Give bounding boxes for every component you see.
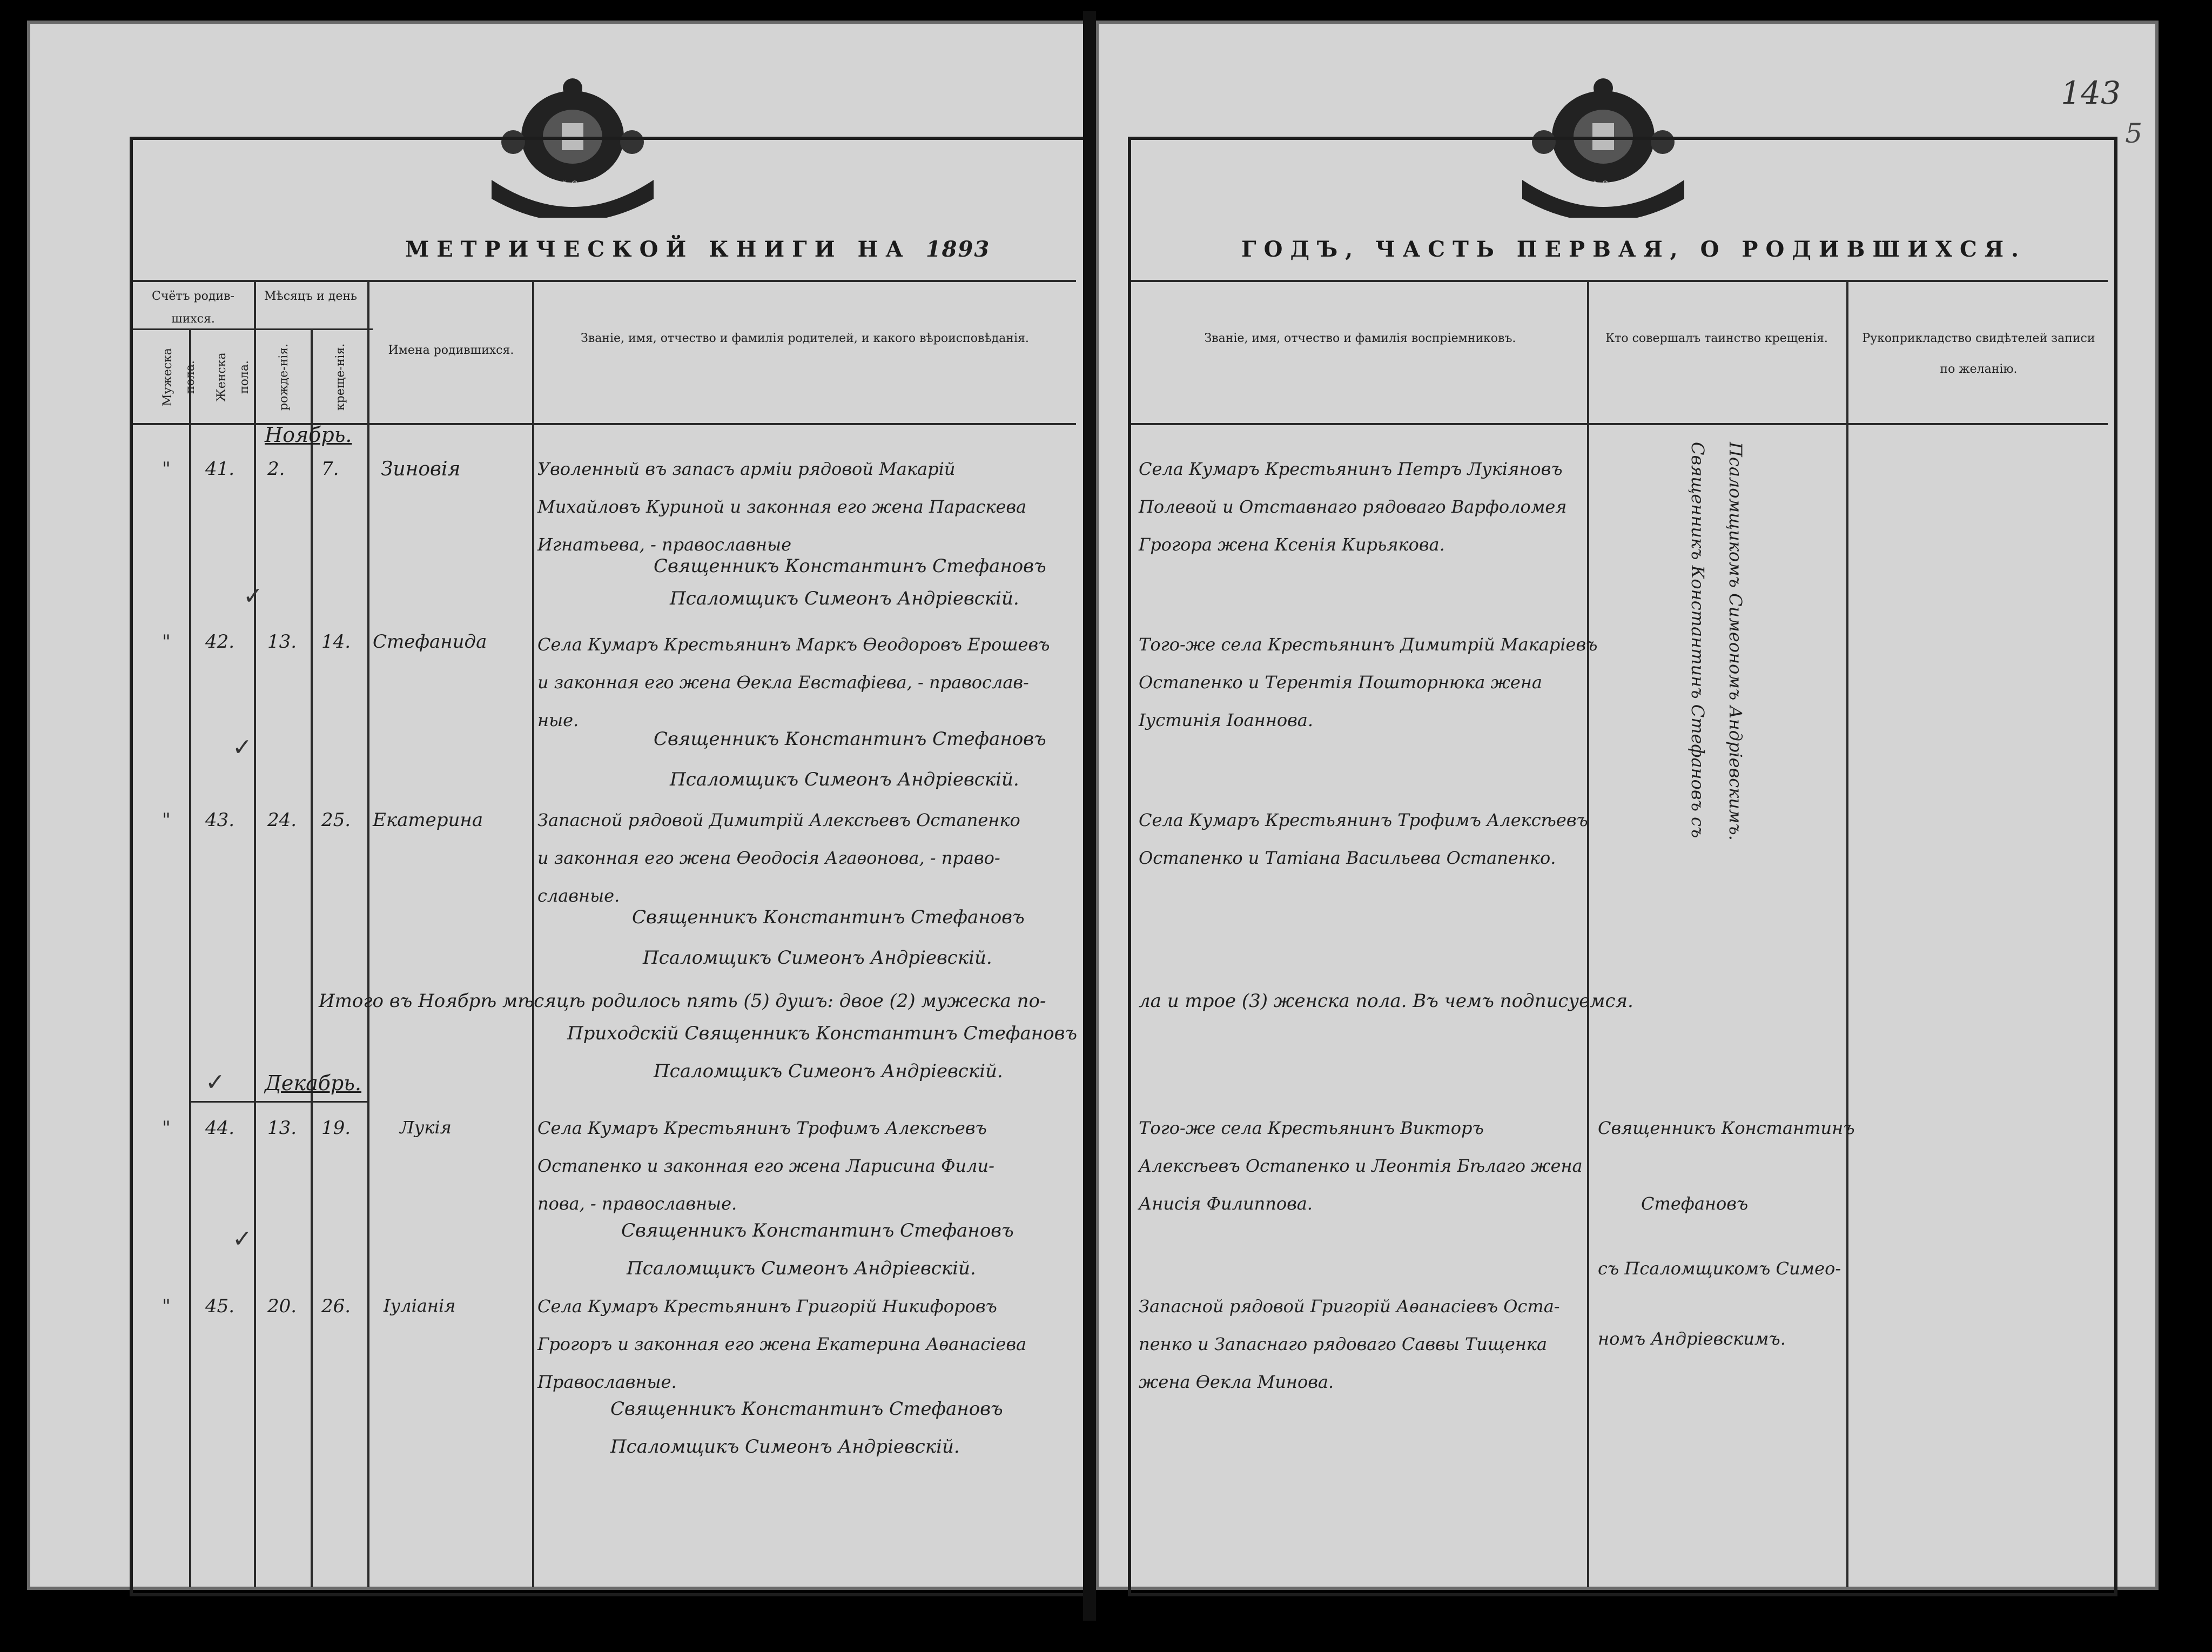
col-rule-right-1 — [1587, 280, 1589, 1587]
entry-2-born: 13. — [267, 631, 297, 653]
col-rule-5 — [532, 280, 534, 1587]
entry-5-priest: Священникъ Константинъ Стефановъ — [610, 1398, 1003, 1420]
col-rule-4 — [367, 280, 369, 1587]
entry-5-godparents-line-2: пенко и Запаснаго рядоваго Саввы Тищенка — [1139, 1334, 1548, 1354]
entry-4-female: 44. — [205, 1117, 235, 1139]
entry-5-baptized: 26. — [321, 1295, 351, 1317]
entry-1-clerk: Псаломщикъ Симеонъ Андріевскій. — [670, 588, 1019, 609]
entry-2-priest: Священникъ Константинъ Стефановъ — [654, 728, 1046, 750]
header-count: Счётъ родив-шихся. — [152, 290, 234, 326]
header-godparents: Званіе, имя, отчество и фамилія воспріемниковъ. — [1204, 332, 1516, 345]
table-top-rule — [133, 280, 1076, 282]
entry-3-born: 24. — [267, 809, 297, 831]
entry-1-parents-line-3: Игнатьева, - православные — [537, 534, 792, 555]
printer-seal-left: Московской Синодальной Типографии — [508, 180, 637, 197]
header-baptized: креще-нія. — [334, 343, 347, 411]
entry-2-clerk: Псаломщикъ Симеонъ Андріевскій. — [670, 769, 1019, 790]
table-top-rule-right — [1131, 280, 2108, 282]
header-who-baptized: Кто совершалъ таинство крещенія. — [1605, 332, 1828, 345]
entry-4-parents-line-1: Села Кумаръ Крестьянинъ Трофимъ Алексѣевъ — [537, 1118, 987, 1138]
entry-4-clerk: Псаломщикъ Симеонъ Андріевскій. — [627, 1258, 976, 1279]
entry-2-female: 42. — [205, 631, 235, 653]
title-year: 1893 — [925, 237, 991, 262]
entry-4-parents-line-3: пова, - православные. — [537, 1193, 737, 1214]
entry-2-godparents-line-1: Того-же села Крестьянинъ Димитрій Макаріевъ — [1139, 634, 1598, 655]
header-parents: Званіе, имя, отчество и фамилія родителей, и какого вѣроисповѣданія. — [581, 332, 1029, 345]
checkmark-icon: ✓ — [232, 734, 252, 761]
entry-3-parents-line-2: и законная его жена Өеодосія Агаѳонова, - право- — [537, 848, 1000, 868]
entry-5-name: Іуліанія — [384, 1295, 456, 1316]
entry-5-godparents-line-1: Запасной рядовой Григорій Аѳанасіевъ Оста- — [1139, 1296, 1560, 1317]
entry-4-born: 13. — [267, 1117, 297, 1139]
month-december: Декабрь. — [265, 1071, 362, 1095]
entry-2-name: Стефанида — [373, 631, 487, 653]
baptism-note-vertical-line-2: Псаломщикомъ Симеономъ Андріевскимъ. — [1725, 442, 1746, 841]
december-baptizer-line-3: съ Псаломщикомъ Симео- — [1598, 1258, 1841, 1279]
entry-4-godparents-line-2: Алексѣевъ Остапенко и Леонтія Бѣлаго жена — [1139, 1156, 1583, 1176]
summary-clerk: Псаломщикъ Симеонъ Андріевскій. — [654, 1060, 1003, 1082]
entry-1-godparents-line-3: Грогора жена Ксенія Кирьякова. — [1139, 534, 1445, 555]
entry-2-parents-line-3: ные. — [537, 710, 579, 730]
entry-2-godparents-line-3: Іустинія Іоаннова. — [1139, 710, 1314, 730]
entry-1-parents-line-1: Уволенный въ запасъ арміи рядовой Макарій — [537, 459, 956, 479]
page-number-edge: 5 — [2125, 118, 2142, 149]
entry-3-priest: Священникъ Константинъ Стефановъ — [632, 906, 1025, 928]
entry-4-godparents-line-1: Того-же села Крестьянинъ Викторъ — [1139, 1118, 1484, 1138]
entry-3-female: 43. — [205, 809, 235, 831]
printer-seal-right: Московской Синодальной Типографии — [1539, 180, 1668, 197]
header-bottom-rule-right — [1131, 423, 2108, 425]
entry-1-baptized: 7. — [321, 458, 339, 480]
entry-1-name: Зиновія — [381, 458, 461, 480]
month-subrule — [254, 328, 373, 330]
col-rule-3 — [311, 328, 313, 1587]
entry-3-name: Екатерина — [373, 809, 483, 831]
entry-1-godparents-line-1: Села Кумаръ Крестьянинъ Петръ Лукіяновъ — [1139, 459, 1563, 479]
header-names: Имена родившихся. — [388, 344, 514, 357]
entry-5-born: 20. — [267, 1295, 297, 1317]
page-title-right: ГОДЪ, ЧАСТЬ ПЕРВАЯ, О РОДИВШИХСЯ. — [1241, 237, 2027, 262]
header-month-day: Мѣсяцъ и день — [264, 290, 357, 303]
entry-3-clerk: Псаломщикъ Симеонъ Андріевскій. — [643, 947, 992, 969]
entry-3-male: " — [162, 809, 171, 831]
book-spine — [1083, 11, 1096, 1621]
checkmark-icon: ✓ — [243, 582, 263, 610]
col-rule-1 — [189, 328, 191, 1587]
month-november: Ноябрь. — [265, 423, 352, 447]
entry-2-parents-line-2: и законная его жена Өекла Евстафіева, - православ- — [537, 672, 1029, 693]
entry-5-parents-line-1: Села Кумаръ Крестьянинъ Григорій Никифоровъ — [537, 1296, 997, 1317]
entry-5-male: " — [162, 1295, 171, 1317]
right-page — [1095, 21, 2159, 1590]
entry-4-name: Лукія — [400, 1117, 452, 1138]
header-signatures: Рукоприкладство свидѣтелей записи по желанію. — [1862, 332, 2095, 377]
entry-4-godparents-line-3: Анисія Филиппова. — [1139, 1193, 1313, 1214]
november-summary-line-2: ла и трое (3) женска пола. Въ чемъ подписуемся. — [1139, 990, 1633, 1012]
header-female: Женска пола. — [215, 352, 251, 402]
entry-1-female: 41. — [205, 458, 235, 480]
entry-1-born: 2. — [267, 458, 285, 480]
december-baptizer-line-2: Стефановъ — [1641, 1193, 1749, 1214]
entry-4-parents-line-2: Остапенко и законная его жена Ларисина Фили- — [537, 1156, 994, 1176]
december-baptizer-line-1: Священникъ Константинъ — [1598, 1118, 1855, 1138]
col-rule-right-2 — [1846, 280, 1848, 1587]
december-baptizer-line-4: номъ Андріевскимъ. — [1598, 1328, 1786, 1349]
checkmark-icon: ✓ — [205, 1069, 225, 1096]
entry-5-parents-line-3: Православные. — [537, 1372, 677, 1392]
page-number: 143 — [2061, 75, 2121, 111]
left-page — [27, 21, 1094, 1590]
entry-2-male: " — [162, 631, 171, 653]
entry-2-godparents-line-2: Остапенко и Терентія Пошторнюка жена — [1139, 672, 1542, 693]
entry-3-parents-line-1: Запасной рядовой Димитрій Алексѣевъ Остапенко — [537, 810, 1020, 830]
checkmark-icon: ✓ — [232, 1225, 252, 1253]
header-born: рожде-нія. — [277, 343, 291, 411]
col-rule-2 — [254, 280, 256, 1587]
entry-1-male: " — [162, 458, 171, 480]
entry-5-clerk: Псаломщикъ Симеонъ Андріевскій. — [610, 1436, 960, 1458]
summary-priest: Приходскій Священникъ Константинъ Стефановъ — [567, 1023, 1078, 1044]
entry-4-priest: Священникъ Константинъ Стефановъ — [621, 1220, 1014, 1241]
entry-2-parents-line-1: Села Кумаръ Крестьянинъ Маркъ Өеодоровъ Ерошевъ — [537, 634, 1050, 655]
entry-5-parents-line-2: Грогоръ и законная его жена Екатерина Аѳанасіева — [537, 1334, 1027, 1354]
header-male: Мужеска пола. — [161, 348, 197, 406]
entry-5-godparents-line-3: жена Өекла Минова. — [1139, 1372, 1334, 1392]
entry-3-baptized: 25. — [321, 809, 351, 831]
entry-3-godparents-line-1: Села Кумаръ Крестьянинъ Трофимъ Алексѣевъ — [1139, 810, 1588, 830]
entry-1-godparents-line-2: Полевой и Отставнаго рядоваго Варфоломея — [1139, 496, 1567, 517]
entry-3-godparents-line-2: Остапенко и Татіана Васильева Остапенко. — [1139, 848, 1556, 868]
entry-2-baptized: 14. — [321, 631, 351, 653]
entry-3-parents-line-3: славные. — [537, 885, 620, 906]
entry-4-male: " — [162, 1117, 171, 1139]
entry-5-female: 45. — [205, 1295, 235, 1317]
december-rule — [189, 1101, 367, 1103]
title-left-text: МЕТРИЧЕСКОЙ КНИГИ НА — [405, 237, 911, 262]
entry-1-parents-line-2: Михайловъ Куриной и законная его жена Параскева — [537, 496, 1027, 517]
entry-1-priest: Священникъ Константинъ Стефановъ — [654, 555, 1046, 577]
baptism-note-vertical-line-1: Священникъ Константинъ Стефановъ съ — [1687, 442, 1708, 838]
entry-4-baptized: 19. — [321, 1117, 351, 1139]
november-summary-line-1: Итого въ Ноябрѣ мѣсяцѣ родилось пять (5) душъ: двое (2) мужеска по- — [319, 990, 1046, 1012]
